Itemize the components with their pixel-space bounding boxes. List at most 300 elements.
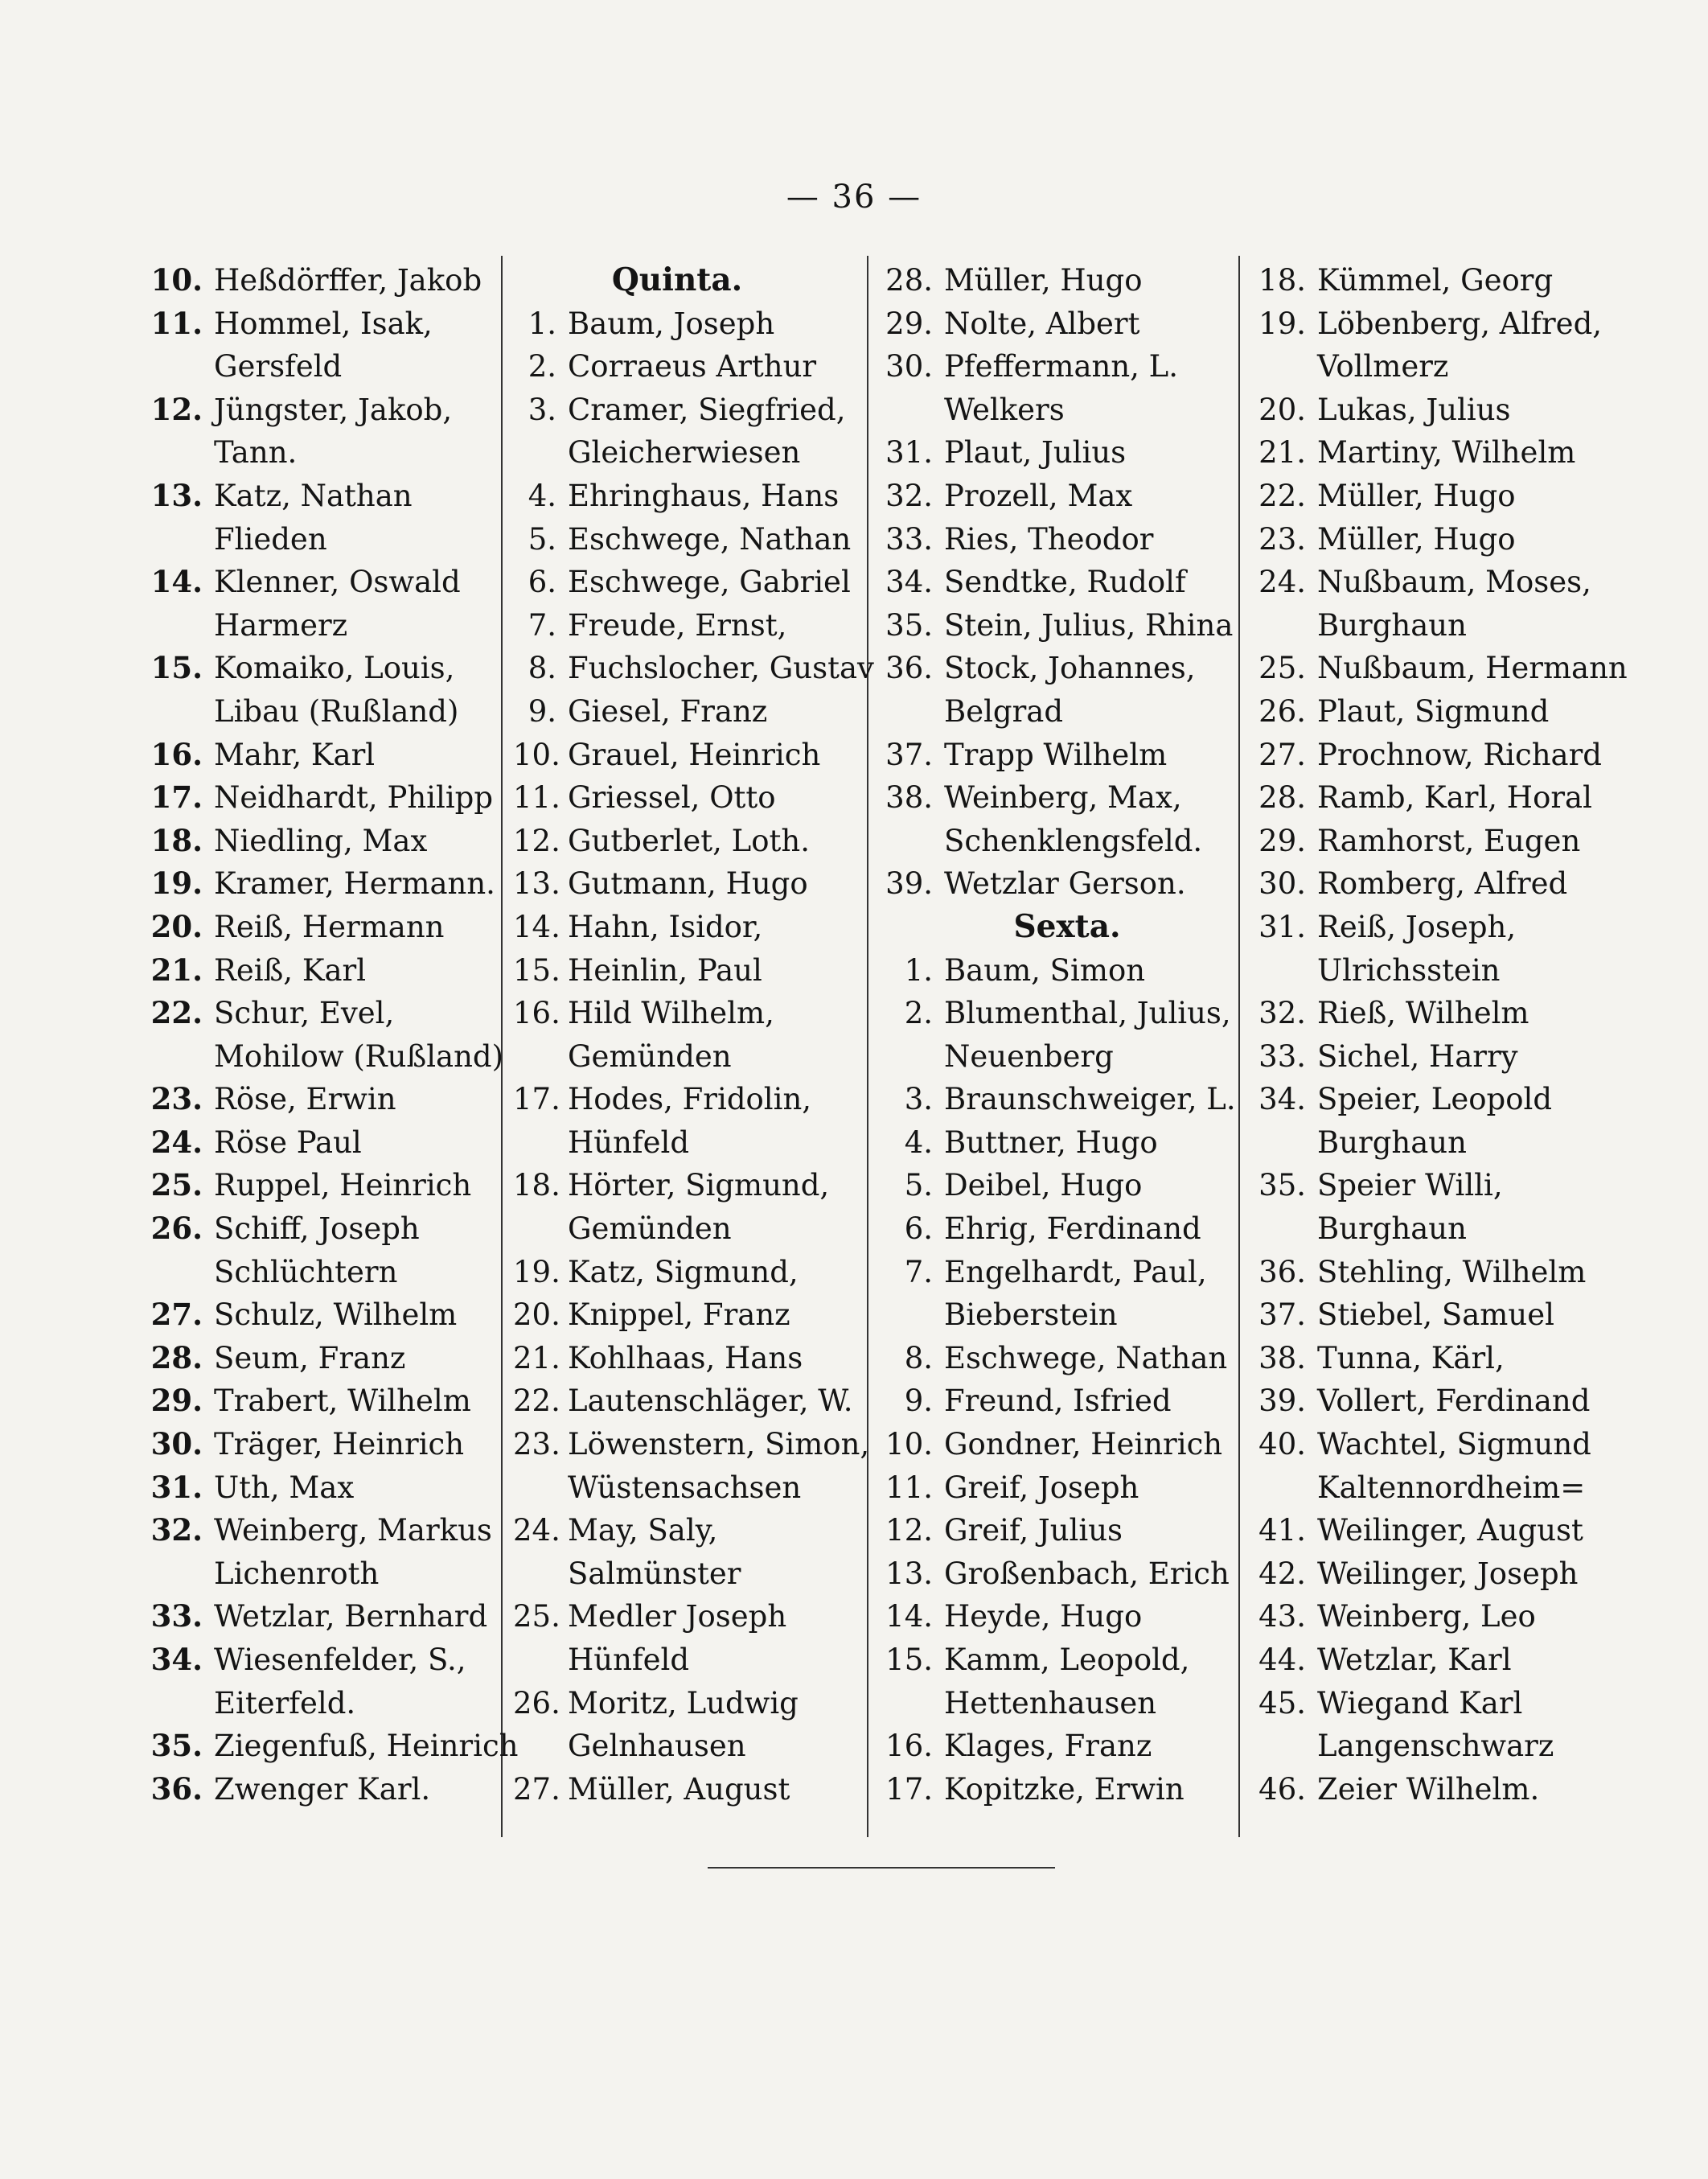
list-item bbox=[142, 820, 499, 863]
entry-number: 3. bbox=[904, 1082, 933, 1117]
list-item bbox=[142, 1164, 499, 1207]
list-item bbox=[1251, 1293, 1613, 1337]
entry-name: Ramhorst, Eugen bbox=[1317, 823, 1581, 858]
entry-name: Plaut, Sigmund bbox=[1317, 693, 1550, 729]
entry-number: 11. bbox=[885, 1470, 933, 1505]
entry-name: Giesel, Franz bbox=[568, 693, 768, 729]
entry-name: Stiebel, Samuel bbox=[1317, 1297, 1554, 1333]
entry-number: 25. bbox=[1258, 651, 1306, 686]
list-item bbox=[142, 949, 499, 993]
list-item bbox=[1251, 431, 1613, 475]
list-item bbox=[142, 1121, 499, 1165]
list-item bbox=[513, 776, 860, 820]
list-item bbox=[1251, 820, 1613, 863]
list-item bbox=[878, 1121, 1232, 1165]
list-item bbox=[142, 389, 499, 432]
entry-name: Heyde, Hugo bbox=[944, 1599, 1143, 1634]
entry-name: Stehling, Wilhelm bbox=[1317, 1254, 1587, 1289]
entry-name: Ehringhaus, Hans bbox=[568, 478, 840, 513]
list-item bbox=[1251, 1379, 1613, 1423]
entry-name: Grauel, Heinrich bbox=[568, 737, 821, 772]
entry-name: Wiesenfelder, S., bbox=[214, 1642, 466, 1677]
entry-continuation: Schlüchtern bbox=[214, 1254, 398, 1289]
entry-name: Nußbaum, Moses, bbox=[1317, 565, 1591, 600]
list-item bbox=[142, 1423, 499, 1466]
entry-number: 34. bbox=[885, 565, 933, 600]
entry-number: 31. bbox=[885, 435, 933, 471]
entry-name: Reiß, Hermann bbox=[214, 909, 445, 944]
entry-name: Martiny, Wilhelm bbox=[1317, 435, 1576, 471]
list-item bbox=[513, 1337, 860, 1380]
entry-number: 6. bbox=[904, 1211, 933, 1247]
entry-number: 26. bbox=[513, 1685, 560, 1721]
entry-number: 8. bbox=[904, 1340, 933, 1375]
entry-continuation: Gersfeld bbox=[214, 349, 343, 384]
entry-name: Ehrig, Ferdinand bbox=[944, 1211, 1201, 1247]
entry-name: Reiß, Joseph, bbox=[1317, 909, 1517, 944]
entry-number: 30. bbox=[150, 1426, 203, 1462]
entry-continuation: Gemünden bbox=[568, 1038, 732, 1074]
entry-continuation: Gleicherwiesen bbox=[568, 435, 801, 471]
entry-name: Katz, Sigmund, bbox=[568, 1254, 799, 1289]
entry-name: Röse Paul bbox=[214, 1124, 362, 1160]
list-item bbox=[1251, 389, 1613, 432]
entry-number: 19. bbox=[1258, 306, 1306, 341]
entry-name: Griessel, Otto bbox=[568, 780, 776, 816]
entry-number: 1. bbox=[904, 952, 933, 988]
entry-name: Ruppel, Heinrich bbox=[214, 1168, 472, 1203]
list-item bbox=[513, 1293, 860, 1337]
entry-name: Lautenschläger, W. bbox=[568, 1383, 853, 1419]
entry-name: Müller, Hugo bbox=[944, 263, 1143, 298]
entry-name: Weilinger, August bbox=[1317, 1513, 1583, 1548]
entry-number: 21. bbox=[1258, 435, 1306, 471]
entry-number: 18. bbox=[513, 1168, 560, 1203]
list-item bbox=[513, 1768, 860, 1811]
entry-name: Neidhardt, Philipp bbox=[214, 780, 494, 816]
entry-name: Gutmann, Hugo bbox=[568, 866, 808, 902]
list-item bbox=[513, 1595, 860, 1638]
entry-number: 26. bbox=[150, 1211, 203, 1247]
list-item bbox=[513, 302, 860, 346]
list-item bbox=[142, 1595, 499, 1638]
list-item bbox=[878, 1768, 1232, 1811]
entry-number: 27. bbox=[150, 1297, 203, 1333]
entry-number: 34. bbox=[1258, 1082, 1306, 1117]
entry-name: Löbenberg, Alfred, bbox=[1317, 306, 1603, 341]
list-item bbox=[878, 604, 1232, 648]
entry-number: 19. bbox=[150, 865, 203, 902]
entry-name: Ramb, Karl, Horal bbox=[1317, 780, 1592, 816]
list-item bbox=[142, 1379, 499, 1423]
entry-name: Komaiko, Louis, bbox=[214, 651, 455, 686]
entry-number: 37. bbox=[885, 737, 933, 772]
list-item bbox=[878, 1251, 1232, 1294]
list-item bbox=[513, 604, 860, 648]
entry-name: Träger, Heinrich bbox=[214, 1427, 465, 1462]
entry-number: 24. bbox=[150, 1124, 203, 1160]
list-item bbox=[878, 647, 1232, 690]
entry-name: Tunna, Kärl, bbox=[1317, 1340, 1505, 1375]
entry-number: 26. bbox=[1258, 693, 1306, 729]
entry-number: 13. bbox=[513, 866, 560, 902]
entry-name: Prozell, Max bbox=[944, 478, 1133, 513]
list-item bbox=[1251, 776, 1613, 820]
list-item bbox=[1251, 1337, 1613, 1380]
entry-number: 30. bbox=[1258, 866, 1306, 902]
entry-number: 38. bbox=[885, 780, 933, 816]
entry-number: 17. bbox=[150, 779, 203, 816]
entry-name: Speier, Leopold bbox=[1317, 1082, 1553, 1117]
list-item bbox=[513, 1682, 860, 1725]
entry-name: Rieß, Wilhelm bbox=[1317, 996, 1529, 1031]
entry-name: May, Saly, bbox=[568, 1513, 718, 1548]
entry-name: Eschwege, Nathan bbox=[944, 1340, 1228, 1375]
entry-number: 32. bbox=[885, 478, 933, 513]
entry-number: 40. bbox=[1258, 1427, 1306, 1462]
entry-number: 16. bbox=[885, 1729, 933, 1764]
entry-name: Speier Willi, bbox=[1317, 1168, 1503, 1203]
column-3 bbox=[878, 259, 1236, 1811]
list-item bbox=[878, 431, 1232, 475]
entry-number: 44. bbox=[1258, 1642, 1306, 1677]
list-item bbox=[1251, 1509, 1613, 1552]
entry-number: 16. bbox=[150, 736, 203, 772]
entry-number: 17. bbox=[885, 1771, 933, 1807]
entry-number: 12. bbox=[513, 823, 560, 858]
entry-name: Moritz, Ludwig bbox=[568, 1685, 799, 1721]
entry-continuation: Tann. bbox=[214, 435, 298, 471]
entry-name: Uth, Max bbox=[214, 1470, 355, 1505]
entry-number: 14. bbox=[513, 909, 560, 944]
entry-name: Klages, Franz bbox=[944, 1729, 1152, 1764]
entry-number: 12. bbox=[150, 391, 203, 427]
entry-number: 29. bbox=[1258, 823, 1306, 858]
entry-number: 35. bbox=[1258, 1168, 1306, 1203]
list-item bbox=[878, 1725, 1232, 1768]
entry-number: 4. bbox=[904, 1124, 933, 1160]
entry-number: 36. bbox=[885, 651, 933, 686]
entry-continuation: Welkers bbox=[944, 392, 1065, 427]
list-item bbox=[1251, 302, 1613, 346]
entry-name: Reiß, Karl bbox=[214, 952, 367, 988]
list-item bbox=[513, 992, 860, 1035]
list-item bbox=[878, 1164, 1232, 1207]
entry-name: Ziegenfuß, Heinrich bbox=[214, 1729, 519, 1764]
entry-name: Hommel, Isak, bbox=[214, 306, 433, 341]
entry-name: Corraeus Arthur bbox=[568, 349, 817, 384]
entry-continuation: Vollmerz bbox=[1317, 349, 1449, 384]
list-item bbox=[878, 345, 1232, 389]
entry-name: Eschwege, Nathan bbox=[568, 521, 852, 557]
entry-number: 2. bbox=[528, 349, 556, 384]
list-item bbox=[513, 1078, 860, 1121]
entry-number: 3. bbox=[528, 392, 556, 427]
entry-number: 15. bbox=[513, 952, 560, 988]
entry-number: 20. bbox=[513, 1297, 560, 1333]
list-item bbox=[1251, 1595, 1613, 1638]
entry-name: Heßdörffer, Jakob bbox=[214, 263, 482, 298]
entry-number: 25. bbox=[150, 1167, 203, 1203]
entry-number: 39. bbox=[885, 866, 933, 902]
entry-name: Romberg, Alfred bbox=[1317, 866, 1568, 902]
entry-name: Kramer, Hermann. bbox=[214, 866, 495, 902]
entry-number: 33. bbox=[885, 521, 933, 557]
list-item bbox=[142, 1725, 519, 1768]
list-item bbox=[878, 1638, 1232, 1682]
entry-number: 35. bbox=[885, 607, 933, 643]
entry-name: Schur, Evel, bbox=[214, 996, 395, 1031]
list-item bbox=[513, 475, 860, 518]
entry-name: Stein, Julius, Rhina bbox=[944, 607, 1234, 643]
entry-number: 18. bbox=[1258, 263, 1306, 298]
entry-number: 22. bbox=[150, 995, 203, 1031]
entry-number: 10. bbox=[513, 737, 560, 772]
entry-number: 19. bbox=[513, 1254, 560, 1289]
entry-name: Hörter, Sigmund, bbox=[568, 1168, 830, 1203]
entry-continuation: Burghaun bbox=[1317, 607, 1467, 643]
entry-number: 38. bbox=[1258, 1340, 1306, 1375]
list-item bbox=[1251, 734, 1613, 777]
entry-number: 32. bbox=[150, 1512, 203, 1548]
entry-number: 16. bbox=[513, 996, 560, 1031]
entry-name: Weinberg, Max, bbox=[944, 780, 1182, 816]
entry-number: 7. bbox=[528, 607, 556, 643]
entry-number: 20. bbox=[1258, 392, 1306, 427]
entry-number: 36. bbox=[150, 1770, 203, 1807]
entry-name: Medler Joseph bbox=[568, 1599, 787, 1634]
entry-number: 42. bbox=[1258, 1556, 1306, 1591]
list-item bbox=[142, 1078, 499, 1121]
column-2 bbox=[513, 259, 874, 1811]
list-item bbox=[878, 1379, 1232, 1423]
list-item bbox=[513, 345, 860, 389]
entry-name: Wetzlar, Karl bbox=[1317, 1642, 1512, 1677]
list-item bbox=[1251, 647, 1628, 690]
entry-number: 21. bbox=[513, 1340, 560, 1375]
entry-number: 22. bbox=[1258, 478, 1306, 513]
entry-continuation: Hünfeld bbox=[568, 1642, 690, 1677]
entry-number: 35. bbox=[150, 1728, 203, 1764]
entry-number: 17. bbox=[513, 1082, 560, 1117]
list-item bbox=[513, 862, 860, 906]
list-item bbox=[142, 992, 499, 1035]
entry-number: 1. bbox=[528, 306, 556, 341]
entry-name: Wetzlar Gerson. bbox=[944, 866, 1186, 902]
list-item bbox=[513, 949, 860, 993]
list-item bbox=[878, 776, 1232, 820]
entry-name: Cramer, Siegfried, bbox=[568, 392, 846, 427]
entry-number: 24. bbox=[513, 1513, 560, 1548]
entry-name: Nußbaum, Hermann bbox=[1317, 651, 1628, 686]
column-divider bbox=[1238, 256, 1240, 1837]
entry-name: Röse, Erwin bbox=[214, 1082, 396, 1117]
entry-name: Prochnow, Richard bbox=[1317, 737, 1602, 772]
list-item bbox=[1251, 1552, 1613, 1596]
entry-continuation: Gemünden bbox=[568, 1211, 732, 1247]
entry-number: 15. bbox=[150, 650, 203, 686]
list-item bbox=[142, 302, 499, 346]
entry-number: 23. bbox=[513, 1427, 560, 1462]
list-item bbox=[878, 259, 1232, 302]
entry-number: 13. bbox=[150, 477, 203, 513]
entry-number: 27. bbox=[513, 1771, 560, 1807]
list-item bbox=[142, 1466, 499, 1510]
entry-number: 29. bbox=[150, 1383, 203, 1419]
entry-name: Kümmel, Georg bbox=[1317, 263, 1554, 298]
entry-number: 6. bbox=[528, 565, 556, 600]
list-item bbox=[1251, 690, 1613, 734]
list-item bbox=[142, 475, 499, 518]
entry-name: Plaut, Julius bbox=[944, 435, 1127, 471]
entry-number: 12. bbox=[885, 1513, 933, 1548]
entry-name: Sendtke, Rudolf bbox=[944, 565, 1186, 600]
entry-name: Deibel, Hugo bbox=[944, 1168, 1143, 1203]
entry-number: 9. bbox=[528, 693, 556, 729]
list-item bbox=[878, 1337, 1232, 1380]
list-item bbox=[513, 734, 860, 777]
list-item bbox=[878, 1509, 1232, 1552]
entry-number: 14. bbox=[150, 564, 203, 600]
entry-number: 37. bbox=[1258, 1297, 1306, 1333]
section-heading: Quinta. bbox=[611, 261, 743, 298]
list-item bbox=[513, 518, 860, 561]
list-item bbox=[513, 1379, 860, 1423]
entry-number: 23. bbox=[1258, 521, 1306, 557]
end-rule bbox=[708, 1867, 1055, 1869]
entry-name: Weinberg, Markus bbox=[214, 1513, 492, 1548]
entry-continuation: Hünfeld bbox=[568, 1124, 690, 1160]
list-item bbox=[1251, 862, 1613, 906]
entry-name: Schulz, Wilhelm bbox=[214, 1297, 458, 1333]
entry-name: Kamm, Leopold, bbox=[944, 1642, 1190, 1677]
entry-name: Knippel, Franz bbox=[568, 1297, 790, 1333]
entry-name: Wiegand Karl bbox=[1317, 1685, 1523, 1721]
entry-continuation: Hettenhausen bbox=[944, 1685, 1157, 1721]
list-item bbox=[513, 1164, 860, 1207]
entry-name: Gutberlet, Loth. bbox=[568, 823, 810, 858]
list-item bbox=[1251, 475, 1613, 518]
entry-name: Jüngster, Jakob, bbox=[214, 392, 453, 427]
list-item bbox=[1251, 1035, 1613, 1079]
entry-continuation: Burghaun bbox=[1317, 1211, 1467, 1247]
entry-name: Zwenger Karl. bbox=[214, 1771, 431, 1807]
entry-name: Freund, Isfried bbox=[944, 1383, 1172, 1419]
list-item bbox=[513, 1251, 860, 1294]
list-item bbox=[1251, 259, 1613, 302]
list-item bbox=[513, 906, 860, 949]
entry-continuation: Bieberstein bbox=[944, 1297, 1118, 1333]
list-item bbox=[878, 1595, 1232, 1638]
entry-name: Zeier Wilhelm. bbox=[1317, 1771, 1540, 1807]
entry-name: Großenbach, Erich bbox=[944, 1556, 1230, 1591]
list-item bbox=[878, 734, 1232, 777]
entry-continuation: Burghaun bbox=[1317, 1124, 1467, 1160]
entry-continuation: Schenklengsfeld. bbox=[944, 823, 1203, 858]
entry-continuation: Kaltennordheim= bbox=[1317, 1470, 1586, 1505]
entry-name: Freude, Ernst, bbox=[568, 607, 787, 643]
list-item bbox=[142, 561, 499, 604]
entry-name: Trabert, Wilhelm bbox=[214, 1383, 471, 1419]
entry-name: Hahn, Isidor, bbox=[568, 909, 763, 944]
entry-name: Nolte, Albert bbox=[944, 306, 1140, 341]
entry-name: Baum, Joseph bbox=[568, 306, 775, 341]
entry-number: 11. bbox=[150, 305, 203, 341]
entry-continuation: Gelnhausen bbox=[568, 1729, 746, 1764]
list-item bbox=[513, 820, 860, 863]
entry-continuation: Lichenroth bbox=[214, 1556, 380, 1591]
entry-name: Katz, Nathan bbox=[214, 478, 413, 513]
entry-number: 39. bbox=[1258, 1383, 1306, 1419]
list-item bbox=[878, 1078, 1236, 1121]
list-item bbox=[142, 1768, 499, 1811]
list-item bbox=[142, 1638, 499, 1682]
entry-number: 2. bbox=[904, 996, 933, 1031]
entry-continuation: Mohilow (Rußland) bbox=[214, 1038, 504, 1074]
column-4 bbox=[1251, 259, 1628, 1811]
entry-number: 31. bbox=[150, 1469, 203, 1505]
list-item bbox=[878, 1466, 1232, 1510]
entry-number: 5. bbox=[904, 1168, 933, 1203]
list-item bbox=[513, 389, 860, 432]
entry-number: 5. bbox=[528, 521, 556, 557]
list-item bbox=[142, 1293, 499, 1337]
entry-name: Gondner, Heinrich bbox=[944, 1427, 1223, 1462]
entry-number: 4. bbox=[528, 478, 556, 513]
entry-number: 24. bbox=[1258, 565, 1306, 600]
column-1 bbox=[142, 259, 519, 1811]
list-item bbox=[513, 1423, 870, 1466]
list-item bbox=[878, 1423, 1232, 1466]
column-divider bbox=[867, 256, 868, 1837]
entry-number: 23. bbox=[150, 1081, 203, 1117]
entry-continuation: Salmünster bbox=[568, 1556, 741, 1591]
list-item bbox=[142, 259, 499, 302]
entry-name: Müller, August bbox=[568, 1771, 790, 1807]
list-item bbox=[1251, 992, 1613, 1035]
entry-number: 22. bbox=[513, 1383, 560, 1419]
entry-name: Niedling, Max bbox=[214, 823, 428, 858]
entry-number: 10. bbox=[150, 262, 203, 298]
list-item bbox=[878, 475, 1232, 518]
entry-name: Klenner, Oswald bbox=[214, 565, 461, 600]
list-item bbox=[513, 1509, 860, 1552]
entry-number: 43. bbox=[1258, 1599, 1306, 1634]
entry-number: 33. bbox=[1258, 1038, 1306, 1074]
entry-name: Sichel, Harry bbox=[1317, 1038, 1518, 1074]
list-item bbox=[142, 1207, 499, 1251]
list-item bbox=[142, 734, 499, 777]
entry-number: 34. bbox=[150, 1642, 203, 1677]
list-item bbox=[142, 1509, 499, 1552]
entry-continuation: Harmerz bbox=[214, 607, 348, 643]
entry-name: Kopitzke, Erwin bbox=[944, 1771, 1185, 1807]
entry-name: Vollert, Ferdinand bbox=[1317, 1383, 1591, 1419]
list-item bbox=[1251, 1423, 1613, 1466]
list-item bbox=[513, 647, 874, 690]
entry-number: 20. bbox=[150, 908, 203, 944]
list-item bbox=[1251, 561, 1613, 604]
entry-number: 31. bbox=[1258, 909, 1306, 944]
list-item bbox=[878, 518, 1232, 561]
page-number: — 36 — bbox=[786, 179, 922, 216]
entry-name: Mahr, Karl bbox=[214, 737, 376, 772]
list-item bbox=[142, 776, 499, 820]
entry-name: Fuchslocher, Gustav bbox=[568, 651, 874, 686]
list-item bbox=[878, 862, 1232, 906]
entry-number: 28. bbox=[885, 263, 933, 298]
entry-number: 28. bbox=[150, 1339, 203, 1375]
